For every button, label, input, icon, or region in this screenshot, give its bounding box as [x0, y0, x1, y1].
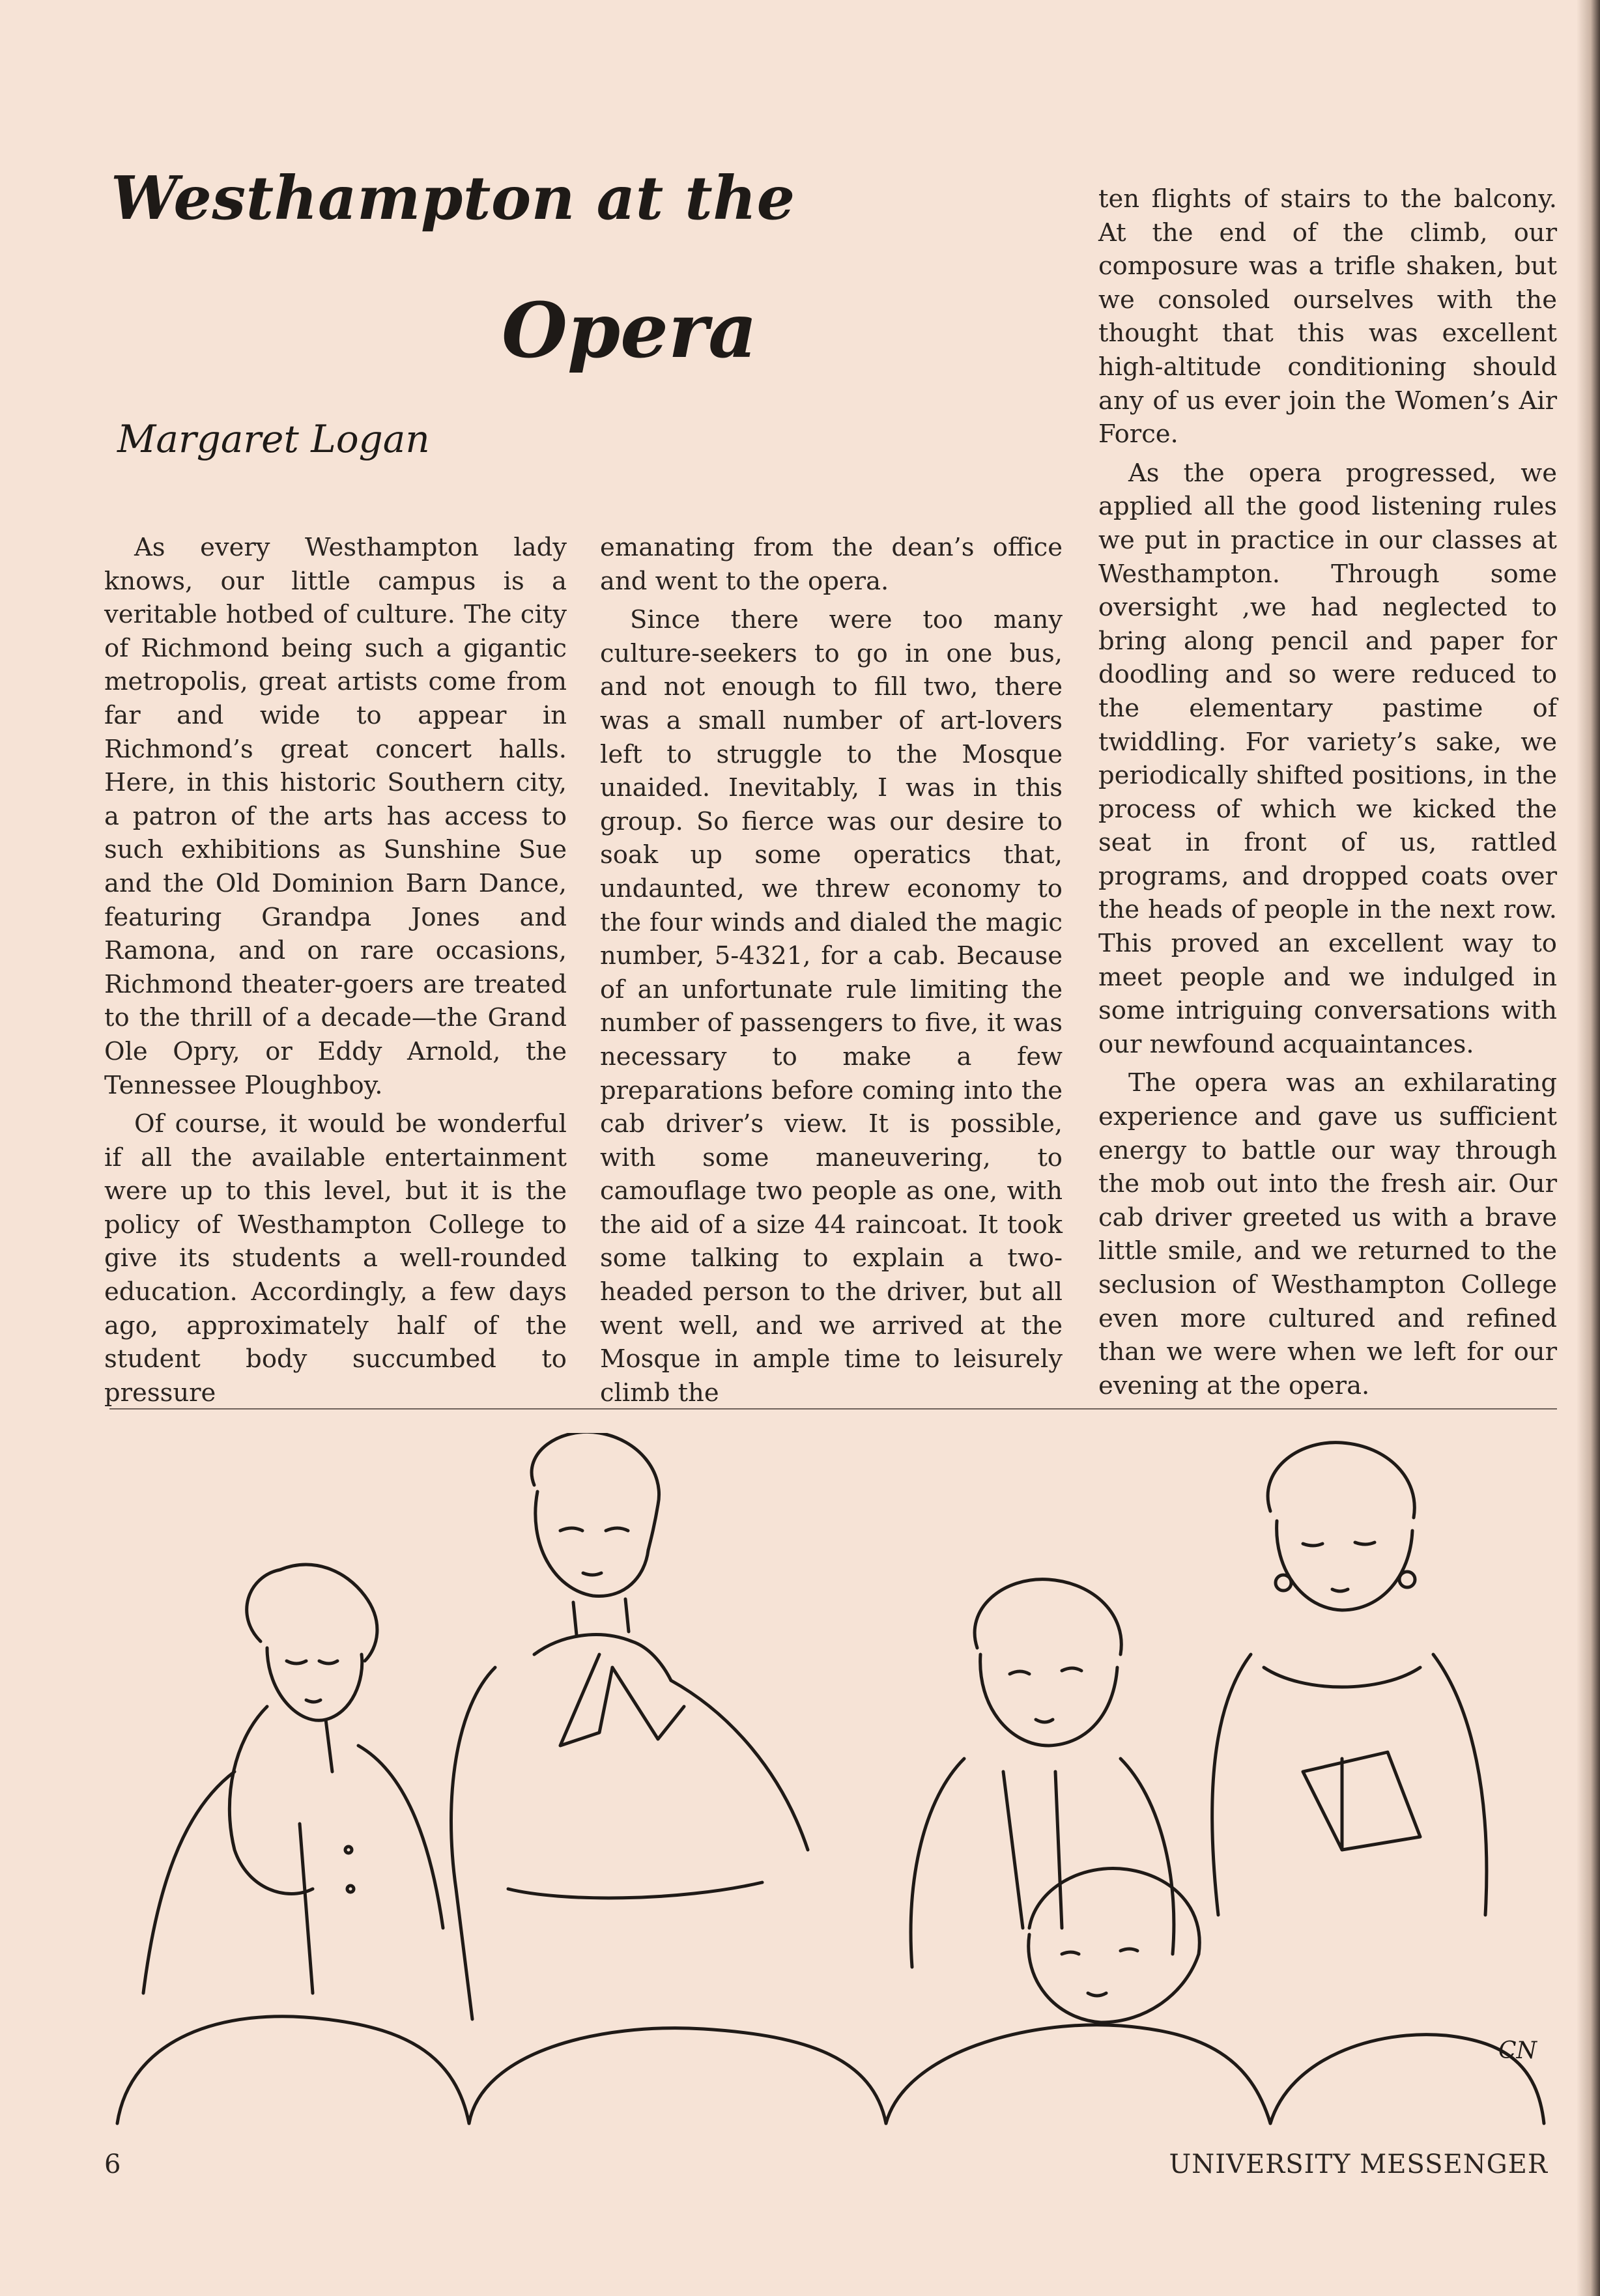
text-column-1: [104, 531, 567, 1410]
section-divider: [109, 1408, 1557, 1410]
text-column-2: [600, 531, 1063, 1410]
paragraph: Of course, it would be wonderful if all the available entertainment were up to this level, but it is the policy of Westhampton College to give its students a well-rounded education. Accordingly, a few days ago, approximately half of the student body succumbed to pressure: [104, 1109, 567, 1408]
page-edge-shadow: [1577, 0, 1600, 2296]
opera-audience-illustration: [104, 1433, 1564, 2136]
paragraph-continued: emanating from the dean’s office and went to the opera.: [600, 533, 1063, 596]
publication-name: UNIVERSITY MESSENGER: [1169, 2149, 1548, 2179]
paragraph: Since there were too many culture-seekers to go in one bus, and not enough to fill two, there was a small number of art-lovers left to struggle to the Mosque unaided. Inevitably, I was in this group. So fierce was our desire to soak up some operatics that, undaunted, we threw economy to the four winds and dialed the magic number, 5-4321, for a cab. Because of an unfortunate rule limiting the number of passengers to five, it was necessary to make a few preparations before coming into the cab driver’s view. It is possible, with some maneuvering, to camouflage two people as one, with the aid of a size 44 raincoat. It took some talking to explain a two-headed person to the driver, but all went well, and we arrived at the Mosque in ample time to leisurely climb the: [600, 605, 1063, 1408]
paragraph: The opera was an exhilarating experience and gave us sufficient energy to battle our way through the mob out into the fresh air. Our cab driver greeted us with a brave little smile, and we returned to the seclusion of Westhampton College even more cultured and refined than we were when we left for our evening at the opera.: [1098, 1068, 1557, 1400]
artist-signature: CN: [1498, 2037, 1537, 2064]
article-title-line-2: Opera: [502, 287, 758, 375]
paragraph: As every Westhampton lady knows, our little campus is a veritable hotbed of culture. The city of Richmond being such a gigantic metropolis, great artists come from far and wide to appear in Richmond’s great concert halls. Here, in this historic Southern city, a patron of the arts has access to such exhibitions as Sunshine Sue and the Old Dominion Barn Dance, featuring Grandpa Jones and Ramona, and on rare occasions, Richmond theater-goers are treated to the thrill of a decade—the Grand Ole Opry, or Eddy Arnold, the Tennessee Ploughboy.: [104, 533, 567, 1100]
paragraph: As the opera progressed, we applied all the good listening rules we put in practice in our classes at Westhampton. Through some oversight ,we had neglected to bring along pencil and paper for doodling and so were reduced to the elementary pastime of twiddling. For variety’s sake, we periodically shifted positions, in the process of which we kicked the seat in front of us, rattled programs, and dropped coats over the heads of people in the next row. This proved an excellent way to meet people and we indulged in some intriguing conversations with our newfound acquaintances.: [1098, 458, 1557, 1059]
text-column-3: [1098, 182, 1557, 1402]
author-byline: Margaret Logan: [117, 417, 430, 461]
article-title-line-1: Westhampton at the: [111, 163, 795, 233]
paragraph-continued: ten flights of stairs to the balcony. At the end of the climb, our composure was a trifle shaken, but we consoled ourselves with the thought that this was excellent high-altitude conditioning should any of us ever join the Women’s Air Force.: [1098, 184, 1557, 449]
page-number: 6: [104, 2149, 121, 2179]
